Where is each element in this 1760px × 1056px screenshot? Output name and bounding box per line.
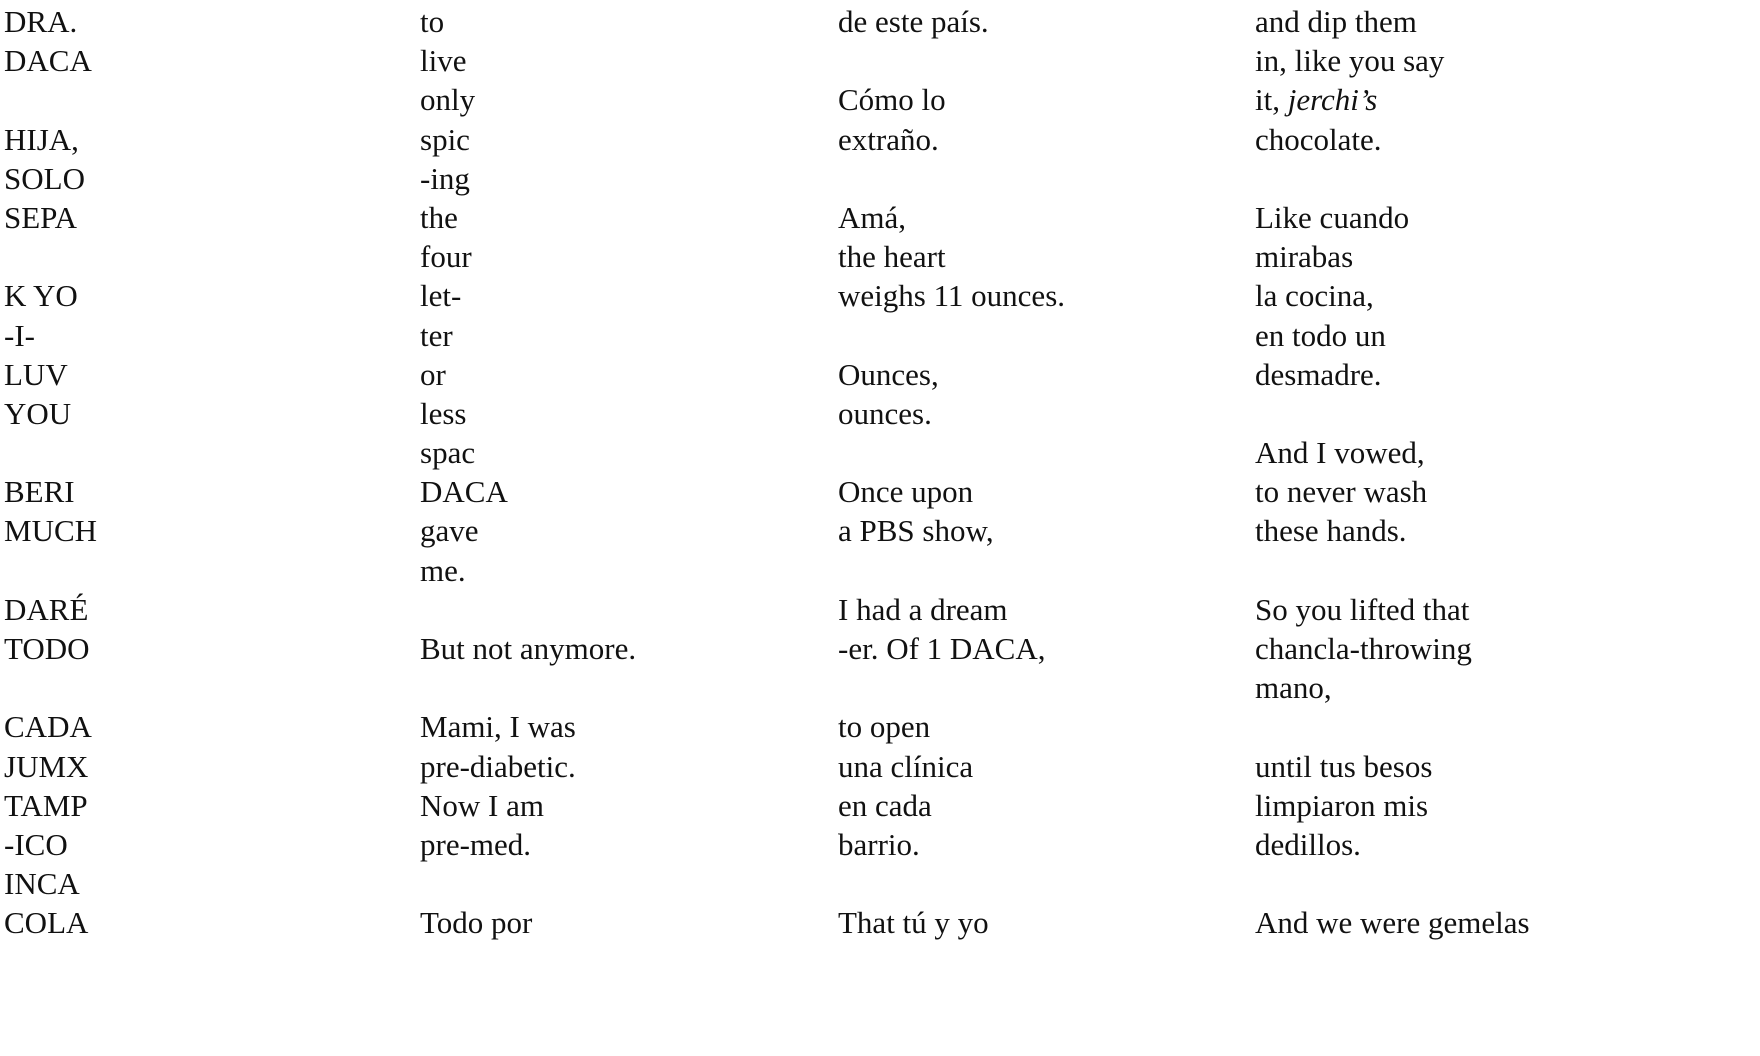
poem-line <box>838 355 1065 394</box>
poem-line-text: JUMX <box>4 748 89 784</box>
poem-line <box>4 629 97 668</box>
poem-line-text: desmadre. <box>1255 356 1382 392</box>
poem-line-italic-text: jerchi’s <box>1287 82 1378 118</box>
poem-line <box>838 237 1065 276</box>
poem-line-text: extraño. <box>838 121 939 157</box>
poem-line-text: de este país. <box>838 4 989 39</box>
poem-line <box>420 120 636 159</box>
poem-line <box>1255 903 1530 942</box>
poem-line <box>1255 668 1530 707</box>
poem-line-text: CADA <box>4 709 92 745</box>
poem-line-text: K YO <box>4 278 78 314</box>
poem-line <box>838 668 1065 707</box>
poem-line <box>420 276 636 315</box>
poem-line-text: -ICO <box>4 826 68 862</box>
poem-line <box>420 786 636 825</box>
poem-line-text: to open <box>838 709 931 745</box>
poem-line <box>420 511 636 550</box>
poem-line <box>1255 2 1530 41</box>
poem-line-text: DARÉ <box>4 591 89 627</box>
poem-line <box>4 237 97 276</box>
poem-line <box>420 394 636 433</box>
poem-line <box>420 2 636 41</box>
poem-line <box>1255 80 1530 119</box>
poem-line <box>420 472 636 511</box>
poem-line <box>4 355 97 394</box>
poem-line-text: chancla-throwing <box>1255 631 1472 666</box>
poem-line-text: it, <box>1255 82 1288 118</box>
poem-line-text: LUV <box>4 356 68 392</box>
poem-line <box>420 433 636 472</box>
poem-line-text: chocolate. <box>1255 121 1382 157</box>
poem-line <box>4 316 97 355</box>
poem-line <box>1255 159 1530 198</box>
poem-line <box>1255 786 1530 825</box>
poem-line <box>838 707 1065 746</box>
poem-line <box>838 41 1065 80</box>
poem-line <box>1255 472 1530 511</box>
poem-line-text: ounces. <box>838 395 932 431</box>
poem-line-text: and dip them <box>1255 4 1417 39</box>
poem-line <box>420 551 636 590</box>
poem-line <box>838 433 1065 472</box>
poem-line-text: Amá, <box>838 199 907 235</box>
poem-line-text: MUCH <box>4 513 98 549</box>
poem-line <box>4 747 97 786</box>
poem-line <box>420 41 636 80</box>
poem-line-text: en cada <box>838 787 932 823</box>
poem-line <box>4 433 97 472</box>
poem-line-text: spic <box>420 121 470 157</box>
poem-line-text: Mami, I was <box>420 709 576 745</box>
poem-line-text: en todo un <box>1255 317 1386 353</box>
poem-line-text: TODO <box>4 631 90 666</box>
poem-line <box>838 629 1065 668</box>
poem-line <box>838 316 1065 355</box>
poem-line-text: barrio. <box>838 826 920 862</box>
poem-line-text: let- <box>420 278 462 314</box>
poem-line-text: spac <box>420 435 476 471</box>
poem-line-text: to never wash <box>1255 474 1428 510</box>
poem-line <box>4 159 97 198</box>
poem-line <box>4 41 97 80</box>
poem-line-text: la cocina, <box>1255 278 1374 314</box>
poem-line <box>838 2 1065 41</box>
poem-line-text: gave <box>420 513 479 549</box>
poem-line-text: less <box>420 395 467 431</box>
poem-line-text: TAMP <box>4 787 88 823</box>
poem-line <box>420 80 636 119</box>
poem-line <box>4 80 97 119</box>
poem-line-text: weighs 11 ounces. <box>838 278 1066 314</box>
poem-line-text: COLA <box>4 905 89 941</box>
poem-line <box>420 316 636 355</box>
poem-line-text: Once upon <box>838 474 974 510</box>
poem-line-text: ter <box>420 317 453 353</box>
poem-line <box>4 707 97 746</box>
poem-line <box>1255 316 1530 355</box>
poem-line <box>1255 198 1530 237</box>
poem-line-text: these hands. <box>1255 513 1407 549</box>
poem-line <box>838 472 1065 511</box>
poem-line <box>838 120 1065 159</box>
poem-line-text: -I- <box>4 317 35 353</box>
poem-line <box>1255 355 1530 394</box>
poem-line <box>838 864 1065 903</box>
poem-line <box>1255 590 1530 629</box>
poem-line-text: pre-med. <box>420 826 532 862</box>
poem-line <box>4 276 97 315</box>
poem-line <box>838 80 1065 119</box>
poem-line <box>1255 825 1530 864</box>
poem-line-text: HIJA, <box>4 121 79 157</box>
poem-line-text: limpiaron mis <box>1255 787 1429 823</box>
poem-line-text: until tus besos <box>1255 748 1433 784</box>
poem-line <box>1255 629 1530 668</box>
poem-line-text: a PBS show, <box>838 513 994 549</box>
poem-line <box>838 786 1065 825</box>
poem-column-1 <box>4 2 97 943</box>
poem-line <box>420 198 636 237</box>
poem-line <box>838 159 1065 198</box>
poem-line-text: SEPA <box>4 199 77 235</box>
poem-line <box>838 276 1065 315</box>
poem-line <box>1255 41 1530 80</box>
poem-line-text: four <box>420 239 472 275</box>
poem-line <box>4 668 97 707</box>
poem-line <box>838 825 1065 864</box>
poem-column-4 <box>1255 2 1530 943</box>
poem-line-text: -ing <box>420 160 470 196</box>
poem-line <box>420 629 636 668</box>
poem-line-text: DACA <box>420 474 508 510</box>
poem-line-text: mirabas <box>1255 239 1354 275</box>
poem-line-text: -er. Of 1 DACA, <box>838 631 1046 666</box>
poem-line <box>1255 394 1530 433</box>
poem-line-text: Todo por <box>420 905 533 941</box>
poem-line <box>4 198 97 237</box>
poem-column-3 <box>838 2 1065 943</box>
poem-line-text: Now I am <box>420 787 544 823</box>
poem-line <box>1255 433 1530 472</box>
poem-line <box>420 590 636 629</box>
poem-line <box>420 668 636 707</box>
poem-line-text: But not anymore. <box>420 631 637 666</box>
poem-line <box>1255 747 1530 786</box>
poem-line <box>420 237 636 276</box>
poem-line <box>838 903 1065 942</box>
poem-line <box>1255 120 1530 159</box>
poem-line-text: So you lifted that <box>1255 591 1470 627</box>
poem-line <box>4 903 97 942</box>
poem-line-text: Cómo lo <box>838 82 946 118</box>
poem-line <box>1255 707 1530 746</box>
poem-line <box>420 707 636 746</box>
poem-line-text: DACA <box>4 43 92 79</box>
poem-line <box>838 590 1065 629</box>
poem-line <box>838 747 1065 786</box>
poem-line <box>420 747 636 786</box>
poem-line <box>1255 276 1530 315</box>
poem-line-text: And I vowed, <box>1255 435 1425 471</box>
poem-line-text: me. <box>420 552 466 588</box>
poem-line-text: only <box>420 82 476 118</box>
poem-line-text: Ounces, <box>838 356 939 392</box>
poem-column-2 <box>420 2 636 943</box>
poem-line-text: mano, <box>1255 670 1332 706</box>
poem-line <box>4 511 97 550</box>
poem-line-text: INCA <box>4 866 80 902</box>
poem-line <box>838 394 1065 433</box>
poem-line-text: And we were gemelas <box>1255 905 1530 941</box>
poem-line-text: in, like you say <box>1255 43 1445 79</box>
poem-line <box>1255 864 1530 903</box>
poem-line <box>4 120 97 159</box>
poem-line-text: the <box>420 199 458 235</box>
poem-line <box>4 825 97 864</box>
poem-line <box>838 511 1065 550</box>
poem-line-text: una clínica <box>838 748 974 784</box>
poem-line-text: BERI <box>4 474 75 510</box>
poem-line <box>420 903 636 942</box>
poem-line-text: That tú y yo <box>838 905 989 941</box>
poem-line <box>4 2 97 41</box>
poem-line <box>420 864 636 903</box>
poem-line-text: to <box>420 4 445 39</box>
poem-line <box>4 864 97 903</box>
poem-line-text: or <box>420 356 446 392</box>
poem-line <box>1255 551 1530 590</box>
poem-line <box>4 590 97 629</box>
poem-line <box>1255 237 1530 276</box>
poem-line <box>420 159 636 198</box>
poem-line <box>420 825 636 864</box>
poem-line-text: YOU <box>4 395 72 431</box>
poem-line <box>4 394 97 433</box>
poem-line-text: dedillos. <box>1255 826 1361 862</box>
poem-line <box>4 472 97 511</box>
poem-line-text: DRA. <box>4 4 78 39</box>
poem-line <box>4 551 97 590</box>
poem-line-text: the heart <box>838 239 946 275</box>
poem-line-text: live <box>420 43 467 79</box>
poem-line <box>838 551 1065 590</box>
poem-line <box>838 198 1065 237</box>
poem-line-text: I had a dream <box>838 591 1008 627</box>
poem-line <box>1255 511 1530 550</box>
poem-line <box>4 786 97 825</box>
poem-line-text: SOLO <box>4 160 85 196</box>
poem-line-text: pre-diabetic. <box>420 748 576 784</box>
poem-line <box>420 355 636 394</box>
poem-line-text: Like cuando <box>1255 199 1410 235</box>
